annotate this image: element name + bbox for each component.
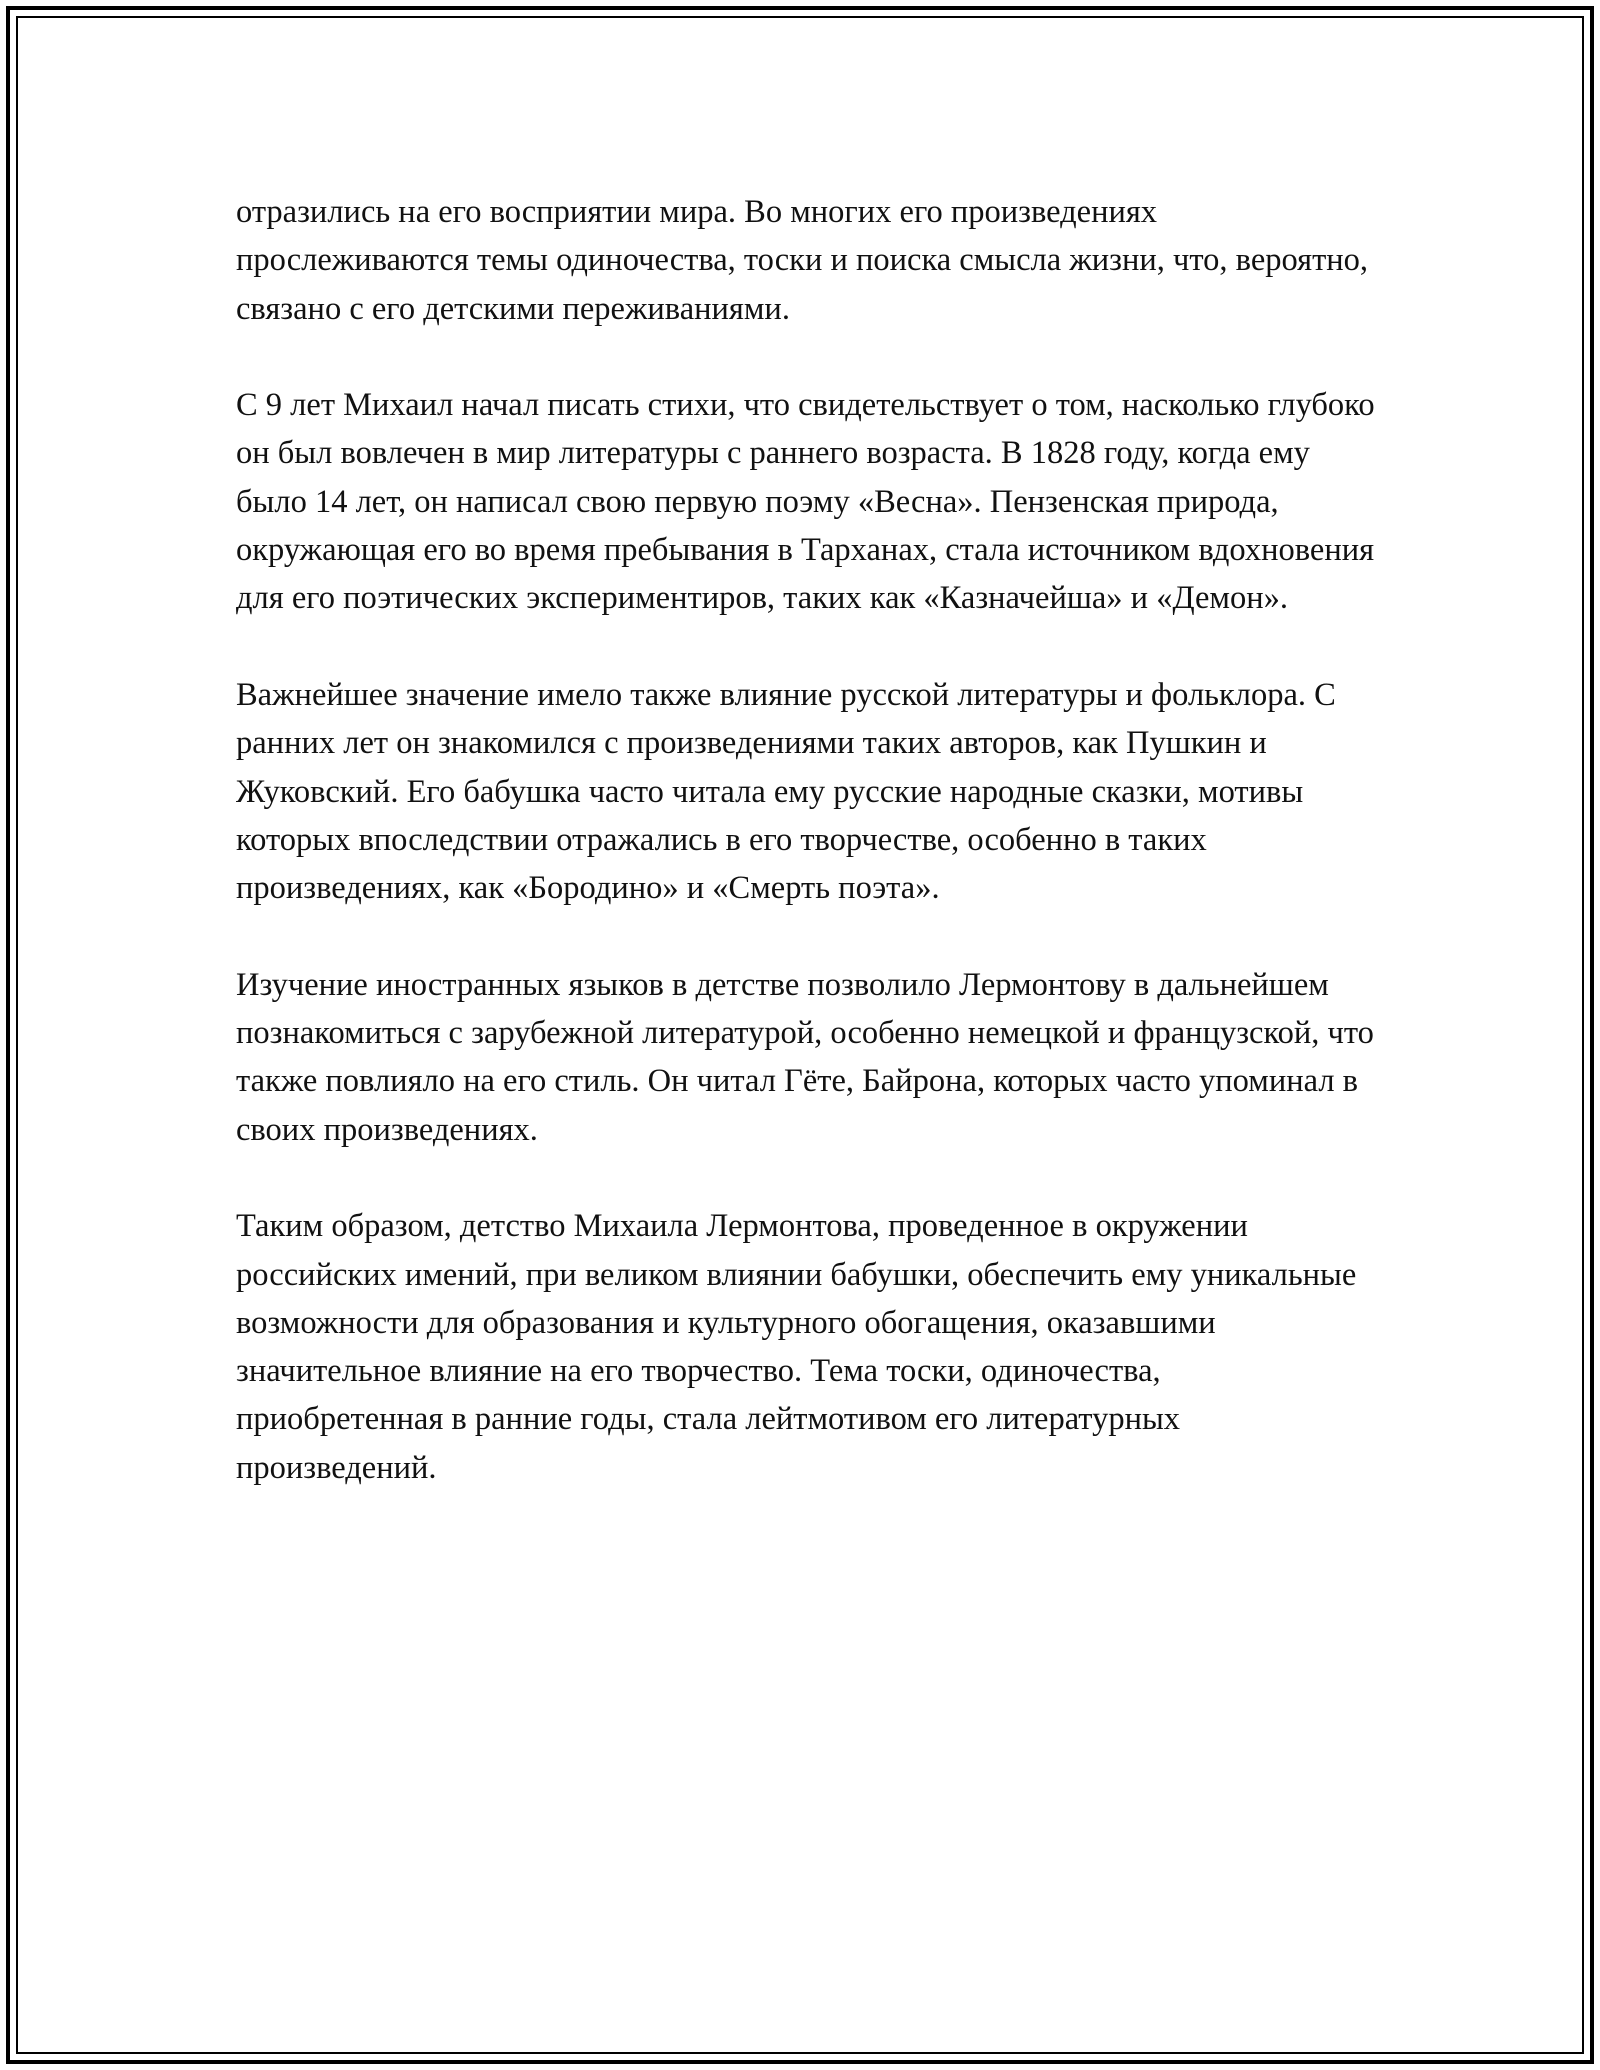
paragraph-5: Таким образом, детство Михаила Лермонтова, проведенное в окружении российских имений, при великом влиянии бабушки, обеспечить ему уникальные возможности для образования и культурного обогащения, оказавшими значительное влияние на его творчество. Тема тоски, одиночества, приобретенная в ранние годы, стала лейтмотивом его литературных произведений. — [236, 1208, 1357, 1486]
paragraph-3: Важнейшее значение имело также влияние русской литературы и фольклора. С ранних лет он знакомился с произведениями таких авторов, как Пушкин и Жуковский. Его бабушка часто читала ему русские народные сказки, мотивы которых впоследствии отражались в его творчестве, особенно в таких произведениях, как «Бородино» и «Смерть поэта». — [236, 676, 1336, 907]
paragraph-4: Изучение иностранных языков в детстве позволило Лермонтову в дальнейшем познакомиться с зарубежной литературой, особенно немецкой и французской, что также повлияло на его стиль. Он читал Гёте, Байрона, которых часто упоминал в своих произведениях. — [236, 966, 1374, 1148]
document-body — [236, 188, 1376, 1540]
paragraph-1: отразились на его восприятии мира. Во многих его произведениях прослеживаются темы одиночества, тоски и поиска смысла жизни, что, вероятно, связано с его детскими переживаниями. — [236, 194, 1369, 327]
paragraph-2: С 9 лет Михаил начал писать стихи, что свидетельствует о том, насколько глубоко он был вовлечен в мир литературы с раннего возраста. В 1828 году, когда ему было 14 лет, он написал свою первую поэму «Весна». Пензенская природа, окружающая его во время пребывания в Тарханах, стала источником вдохновения для его поэтических экспериментиров, таких как «Казначейша» и «Демон». — [236, 387, 1375, 617]
